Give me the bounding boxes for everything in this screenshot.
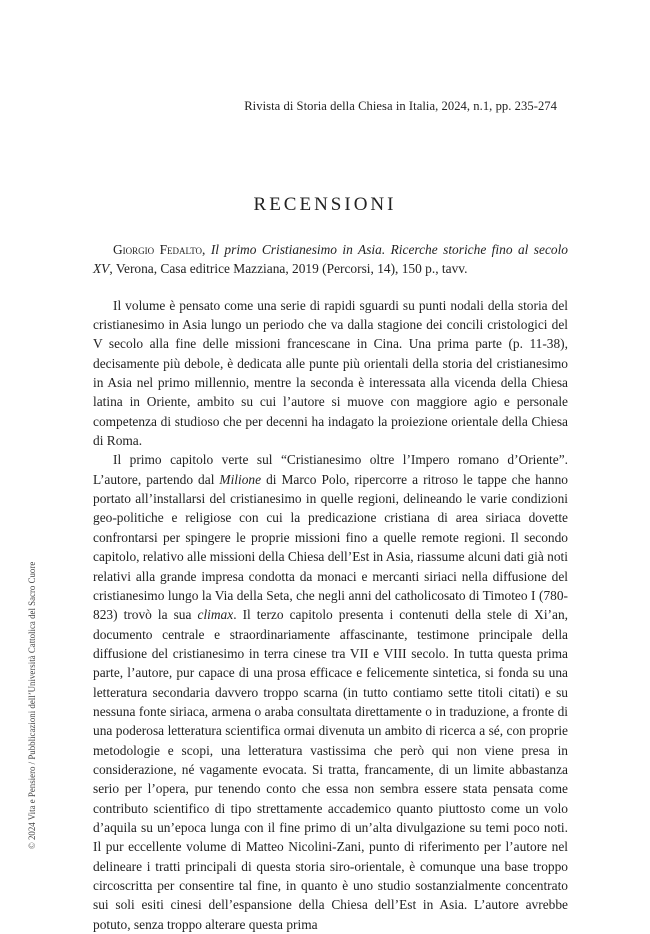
paragraph-2-text-a: Il primo capitolo verte sul “Cristianesimo oltre l’Impero romano d’Oriente”. L’autore, partendo dal (93, 452, 568, 487)
paragraph-2-text-b: di Marco Polo, ripercorre a ritroso le tappe che hanno portato all’installarsi del cristianesimo in quelle regioni, delineando le varie condizioni geo-politiche e religiose con cui la predicazione cristiana di area siriaca dovette confrontarsi per spingere le proprie missioni fino a quelle remote regioni. Il secondo capitolo, relativo alle missioni della Chiesa dell’Est in Asia, riassume alcuni dati già noti relativi alla grande impresa condotta da monaci e mercanti siriaci nella diffusione del cristianesimo lungo la Via della Seta, che negli anni del catholicosato di Timoteo I (780-823) trovò la sua (93, 471, 568, 623)
book-citation (93, 240, 568, 279)
climax-italic: climax (197, 607, 234, 623)
paragraph-2 (93, 450, 568, 934)
copyright-sidebar: © 2024 Vita e Pensiero / Pubblicazioni dell’Università Cattolica del Sacro Cuore (27, 561, 37, 849)
citation-book-title: Il primo Cristianesimo in Asia. Ricerche storiche fino al secolo XV (93, 242, 568, 277)
paragraph-1: Il volume è pensato come una serie di rapidi sguardi su punti nodali della storia del cristianesimo in Asia lungo un periodo che va dalla stagione dei concili cristologici del V secolo alla fine delle missioni francescane in Cina. Una prima parte (p. 11-38), decisamente più debole, è dedicata alle punte più orientali della storia del cristianesimo in Asia nel primo millennio, mentre la seconda è interessata alla vicenda della Chiesa latina in Oriente, ambito su cui l’autore si muove con maggiore agio e personale competenza di studioso che per decenni ha indagato la proiezione orientale della Chiesa di Roma. (93, 297, 568, 449)
journal-header: Rivista di Storia della Chiesa in Italia, 2024, n.1, pp. 235-274 (244, 99, 557, 113)
milione-italic: Milione (219, 471, 262, 487)
citation-separator: , (202, 242, 211, 257)
section-title: RECENSIONI (253, 194, 397, 215)
review-body (93, 240, 568, 934)
citation-author: Giorgio Fedalto (113, 242, 203, 257)
paragraph-2-text-c: . Il terzo capitolo presenta i contenuti della stele di Xi’an, documento centrale e straordinariamente affascinante, testimone principale della diffusione del cristianesimo in terra cinese tra VII e VIII secolo. In tutta questa prima parte, l’autore, pur capace di una prosa efficace e felicemente sintetica, si fonda su una letteratura secondaria davvero troppo scarna (in tutto contiamo sette titoli citati) e su nessuna fonte siriaca, armena o araba consultata direttamente o in traduzione, a fronte di una poderosa letteratura scientifica ormai divenuta un ambito di ricerca a sé, con proprie metodologie e scopi, una letteratura vastissima che però qui non viene presa in considerazione, né vagamente evocata. Si tratta, francamente, di un limite abbastanza serio per l’opera, pur tenendo conto che essa non sembra essere stata pensata come contributo scientifico di tipo strettamente accademico quanto piuttosto come un volo d’aquila su un’epoca lunga con il fine primo di un’alta divulgazione su temi poco noti. Il pur eccellente volume di Matteo Nicolini-Zani, punto di riferimento per l’autore nel delineare i tratti principali di questa storia siro-orientale, è comunque una base troppo circoscritta per consentire tal fine, in quanto è uno studio sostanzialmente concentrato sui soli esiti cinesi dell’espansione della Chiesa dell’Est in Asia. L’autore avrebbe potuto, senza troppo alterare questa prima (93, 607, 569, 932)
citation-details: , Verona, Casa editrice Mazziana, 2019 (Percorsi, 14), 150 p., tavv. (109, 261, 468, 277)
